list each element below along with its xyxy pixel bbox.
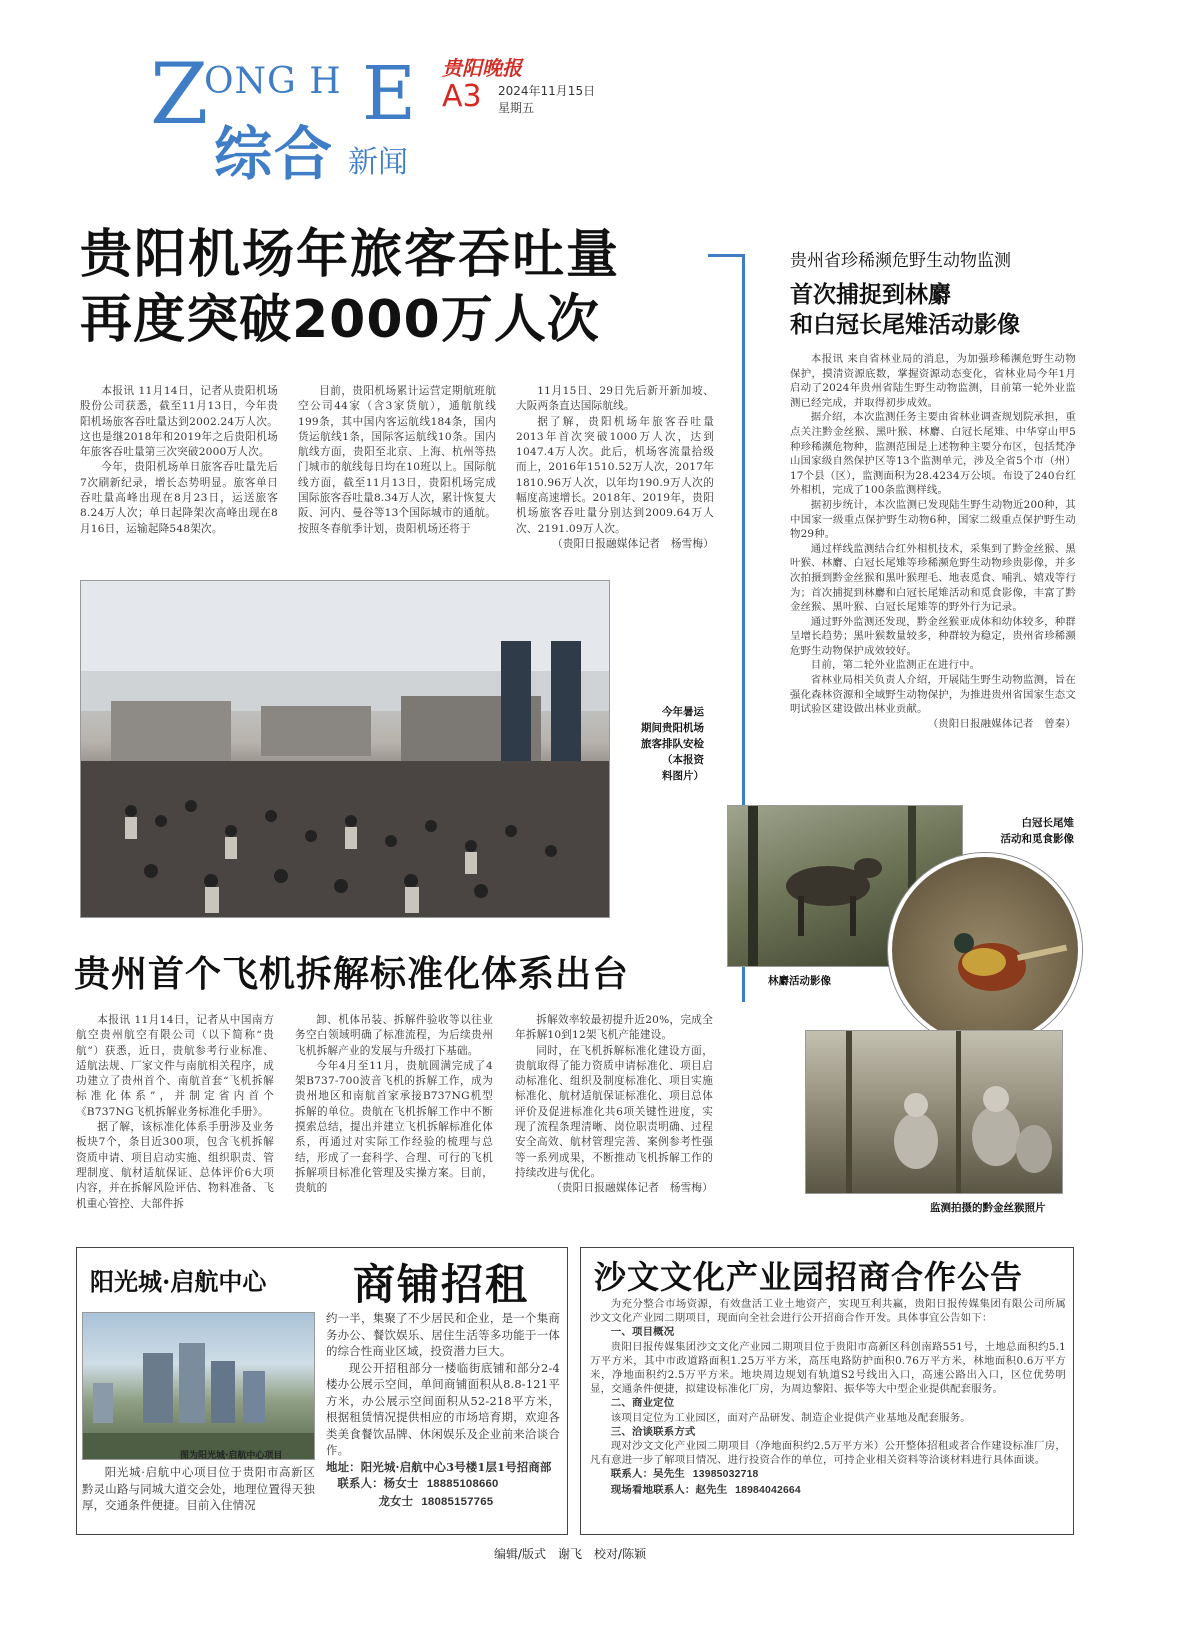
page-number: A3: [442, 79, 482, 114]
ad-left-contact-1-phone: 18885108660: [426, 1478, 499, 1490]
caption-line: 今年暑运: [662, 706, 704, 718]
monkeys-illustration: [806, 1031, 1063, 1194]
ad-right-contact-2-label: 现场看地联系人：赵先生: [610, 1483, 728, 1496]
wildlife-headline-2: 和白冠长尾雉活动影像: [790, 312, 1020, 338]
ad-left-text-under-photo: [82, 1464, 315, 1514]
wildlife-para: 据介绍，本次监测任务主要由省林业调查规划院承担，重点关注黔金丝猴、黑叶猴、林麝、白冠长尾雉、中华穿山甲5种珍稀濒危物种，监测范围是上述物种主要分布区，包括梵净山国家级自然保护区等13个监测单元，涉及全省5个市（州）17个县（区），监测面积为28.4234万公顷。布设了240台红外相机，完成了100条监测样线。: [790, 411, 1076, 497]
caption-line: （本报资: [662, 754, 704, 766]
wildlife-para: 省林业局相关负责人介绍，开展陆生野生动物监测，旨在强化森林资源和全域野生动物保护，为推进贵州省国家生态文明试验区建设做出林业贡献。: [790, 674, 1076, 716]
ad-left-title-big: 商铺招租: [353, 1260, 530, 1309]
wildlife-kicker: 贵州省珍稀濒危野生动物监测: [790, 251, 1011, 271]
aircraft-byline: （贵阳日报融媒体记者 杨雪梅）: [551, 1182, 713, 1195]
wildlife-byline: （贵阳日报融媒体记者 曾秦）: [927, 717, 1076, 730]
ad-left-para: 现公开招租部分一楼临街底铺和部分2-4楼办公展示空间，单间商铺面积从8.8-121平方米，办公展示空间面积从52-218平方米，根据租赁情况提供相应的市场培育期，欢迎各类美食餐饮品牌、休闲娱乐及企业前来洽谈合作。: [326, 1360, 560, 1457]
aircraft-para: 本报讯 11月14日，记者从中国南方航空贵州航空有限公司（以下简称“贵航”）获悉，近日，贵航参考行业标准、适航法规、厂家文件与南航相关程序，成功建立了贵州首个、南航首套“飞机拆解标准化体系”，并制定省内首个《B737NG飞机拆解业务标准化手册》。: [76, 1014, 274, 1118]
ad-right-para-1: 贵阳日报传媒集团沙文文化产业园二期项目位于贵阳市高新区科创南路551号，土地总面积约5.1万平方米，其中市政道路面积1.25万平方米，高压电路防护面积0.76万平方米，林地面积0.6万平方米，净地面积约2.5万平方米。地块周边规划有轨道S2号线出入口，高速公路出入口，区位优势明显，交通条件便捷，拟建设标准化厂房，为周边黎阳、振华等大中型企业提供配套服务。: [590, 1340, 1066, 1396]
aircraft-para: 同时，在飞机拆解标准化建设方面，贵航取得了能力资质申请标准化、项目启动标准化、组织及制度标准化、项目实施标准化、航材适航保证标准化、项目总体评价及促进标准化共6项关键性进度，实现了流程条理清晰、岗位职责明确、过程安全高效、航材管理完善、案例参考性强等一系列成果，不断推动飞机拆解工作的持续改进与优化。: [515, 1044, 713, 1179]
masthead-latin-z: Z: [150, 45, 209, 143]
airport-headline-1: 贵阳机场年旅客吞吐量: [80, 225, 621, 285]
wildlife-para: 通过样线监测结合红外相机技术，采集到了黔金丝猴、黑叶猴、林麝、白冠长尾雉等珍稀濒危野生动物珍贵影像，并多次拍摄到黔金丝猴和黑叶猴理毛、地表觅食、哺乳、嬉戏等行为；首次捕捉到林麝和白冠长尾雉活动和觅食影像，丰富了黔金丝猴、黑叶猴、白冠长尾雉等的野外行为记录。: [790, 542, 1076, 614]
ad-left-contact-2: [326, 1493, 560, 1511]
wildlife-para: 通过野外监测还发现，黔金丝猴亚成体和幼体较多，种群呈增长趋势；黑叶猴数量较多，种群较为稳定，贵州省珍稀濒危野生动物保护成效较好。: [790, 615, 1076, 657]
aircraft-para: 今年4月至11月，贵航圆满完成了4架B737-700波音飞机的拆解工作，成为贵州地区和南航首家承接B737NG机型拆解的单位。贵航在飞机拆解工作中不断摸索总结，提出并建立飞机拆解标准化体系，再通过对实际工作经验的梳理与总结，形成了一套科学、合理、可行的飞机拆解项目标准化管理及实操方案。目前，贵航的: [295, 1059, 493, 1195]
airport-col-2: [298, 384, 496, 554]
airport-photo-caption: [620, 704, 704, 784]
airport-col-1: [80, 384, 278, 554]
ad-left-right-text: [326, 1310, 560, 1510]
caption-line: 活动和觅食影像: [1000, 833, 1074, 845]
monkeys-caption: 监测拍摄的黔金丝猴照片: [930, 1202, 1046, 1214]
wildlife-body: [790, 352, 1076, 800]
aircraft-para: 拆解效率较最初提升近20%，完成全年拆解10到12架飞机产能建设。: [515, 1014, 713, 1042]
wildlife-para: 目前，第二轮外业监测正在进行中。: [810, 659, 981, 672]
ad-right-heading-3: 三、洽谈联系方式: [610, 1425, 696, 1438]
caption-line: 期间贵阳机场: [641, 722, 704, 734]
aircraft-headline: 贵州首个飞机拆解标准化体系出台: [74, 954, 630, 995]
ad-right-para-2: 该项目定位为工业园区，面对产品研发、制造企业提供产业基地及配套服务。: [610, 1411, 971, 1424]
aircraft-para: 据了解，该标准化体系手册涉及业务板块7个，条目近300项，包含飞机拆解资质申请、项目启动实施、组织职责、管理制度、航材适航保证、总体评价6大项内容，并在拆解风险评估、物料准备、飞机重心管控、大部件拆: [76, 1121, 274, 1210]
ad-left-contact-1: [326, 1475, 560, 1493]
ad-right-heading-2: 二、商业定位: [610, 1397, 675, 1410]
footer-credits: 编辑/版式 谢飞 校对/陈颖: [494, 1547, 647, 1561]
airport-para: 据了解，贵阳机场年旅客吞吐量2013年首次突破1000万人次，达到1047.4万人次。此后，机场客流量拾级而上，2016年1510.52万人次，2017年1810.96万人次，以年均190.9万人次的幅度高速增长。2018年、2019年，贵阳机场旅客吞吐量分别达到2009.64万人次、2191.09万人次。: [516, 415, 714, 535]
wildlife-headline-1: 首次捕捉到林麝: [790, 282, 951, 308]
ad-left-contact-2-label: 龙女士: [378, 1493, 414, 1508]
ad-right-contact-1: [590, 1467, 1066, 1482]
monkeys-photo: [805, 1030, 1063, 1194]
blue-divider: [708, 254, 744, 257]
masthead-latin-e: E: [362, 51, 417, 137]
masthead: [150, 45, 610, 188]
airport-photo: [80, 580, 610, 918]
ad-left-contact-1-label: 联系人：杨女士: [337, 1476, 419, 1490]
masthead-subtitle: 新闻: [348, 145, 408, 180]
aircraft-col-2: [295, 1013, 493, 1213]
caption-line: 白冠长尾雉: [1021, 817, 1074, 829]
airport-para: 今年，贵阳机场单日旅客吞吐量先后7次刷新纪录，增长态势明显。旅客单日吞吐量高峰出现在8月23日，运送旅客8.24万人次；单日起降架次高峰出现在8月16日，运输起降548架次。: [80, 461, 278, 535]
ad-right-para-3: 现对沙文文化产业园二期项目（净地面积约2.5万平方米）公开整体招租或者合作建设标准厂房，凡有意进一步了解项目情况、进行投资合作的单位，可持企业相关资料等洽谈材料进行具体面谈。: [590, 1440, 1066, 1467]
aircraft-col-3: [515, 1013, 713, 1213]
ad-right-intro: 为充分整合市场资源，有效盘活工业土地资产，实现互利共赢，贵阳日报传媒集团有限公司所属沙文文化产业园二期项目，现面向全社会进行公开招商合作开发。具体事宜公告如下：: [590, 1298, 1066, 1325]
ad-left-title-small: 阳光城·启航中心: [90, 1267, 267, 1296]
airport-byline: （贵阳日报融媒体记者 杨雪梅）: [552, 537, 714, 550]
ad-right-heading-1: 一、项目概况: [610, 1326, 675, 1339]
issue-date: 2024年11月15日: [498, 84, 596, 98]
masthead-latin-onghe: ONG H: [204, 61, 342, 102]
ad-right-contact-2-phone: 18984042664: [735, 1484, 801, 1496]
ad-right-contact-1-phone: 13985032718: [692, 1469, 759, 1481]
masthead-section: 综合: [214, 120, 335, 188]
aircraft-para: 卸、机体吊装、拆解件验收等以往业务空白领域明确了标准流程，为后续贵州飞机拆解产业的发展与升级打下基础。: [295, 1014, 493, 1057]
ad-left-contact-2-phone: 18085157765: [421, 1495, 494, 1508]
pheasant-illustration: [892, 857, 1082, 1047]
ad-left-para: 阳光城·启航中心项目位于贵阳市高新区黔灵山路与同城大道交会处，地理位置得天独厚，交通条件便捷。目前入住情况: [82, 1465, 315, 1512]
aircraft-col-1: [76, 1013, 274, 1213]
ad-right-body: [590, 1297, 1066, 1498]
ad-left-photo-illustration: [83, 1313, 315, 1460]
airport-para: 本报讯 11月14日，记者从贵阳机场股份公司获悉，截至11月13日，今年贵阳机场旅客吞吐量达到2002.24万人次。这也是继2018年和2019年之后贵阳机场年旅客吞吐量第三次突破2000万人次。: [80, 385, 278, 459]
airport-photo-illustration: [81, 581, 610, 918]
airport-para: 11月15日、29日先后新开新加坡、大阪两条直达国际航线。: [516, 385, 714, 413]
ad-left-address: 地址：阳光城·启航中心3号楼1层1号招商部: [326, 1459, 552, 1474]
ad-right-contact-1-label: 联系人：吴先生: [610, 1468, 685, 1481]
caption-line: 旅客排队安检: [641, 738, 704, 750]
airport-para: 目前，贵阳机场累计运营定期航班航空公司44家（含3家货航），通航航线199条，其中国内客运航线184条，国内货运航线1条，国际客运航线10条。国内航线方面，贵阳至北京、上海、杭州等热门城市的航线每日均在10班以上。国际航线方面，截至11月13日，贵阳机场完成国际旅客吞吐量8.34万人次，累计恢复大阪、河内、曼谷等13个国际城市的通航。按照冬春航季计划，贵阳机场还将于: [298, 385, 496, 535]
pheasant-photo: [888, 853, 1082, 1047]
ad-right-contact-2: [590, 1483, 1066, 1498]
ad-left-photo-caption: 图为阳光城·启航中心项目: [180, 1451, 283, 1461]
issue-weekday: 星期五: [498, 101, 535, 115]
airport-col-3: [516, 384, 714, 554]
pheasant-caption: [970, 815, 1074, 847]
wildlife-para: 本报讯 来自省林业局的消息，为加强珍稀濒危野生动物保护，摸清资源底数，掌握资源动态变化，省林业局今年1月启动了2024年贵州省陆生野生动物监测，目前第一轮外业监测已经完成，并取得初步成效。: [790, 353, 1076, 409]
wildlife-para: 据初步统计，本次监测已发现陆生野生动物近200种，其中国家一级重点保护野生动物6种，国家二级重点保护野生动物29种。: [790, 498, 1076, 541]
musk-deer-caption: 林麝活动影像: [768, 975, 831, 987]
ad-left-para: 约一半，集聚了不少居民和企业，是一个集商务办公、餐饮娱乐、居住生活等多功能于一体的综合性商业区域，投资潜力巨大。: [326, 1311, 560, 1358]
airport-headline-2: 再度突破2000万人次: [80, 290, 600, 350]
ad-right-title: 沙文文化产业园招商合作公告: [594, 1258, 1024, 1296]
paper-logo: 贵阳晚报: [442, 56, 522, 80]
caption-line: 料图片）: [662, 770, 704, 782]
ad-left-photo: [82, 1312, 315, 1460]
